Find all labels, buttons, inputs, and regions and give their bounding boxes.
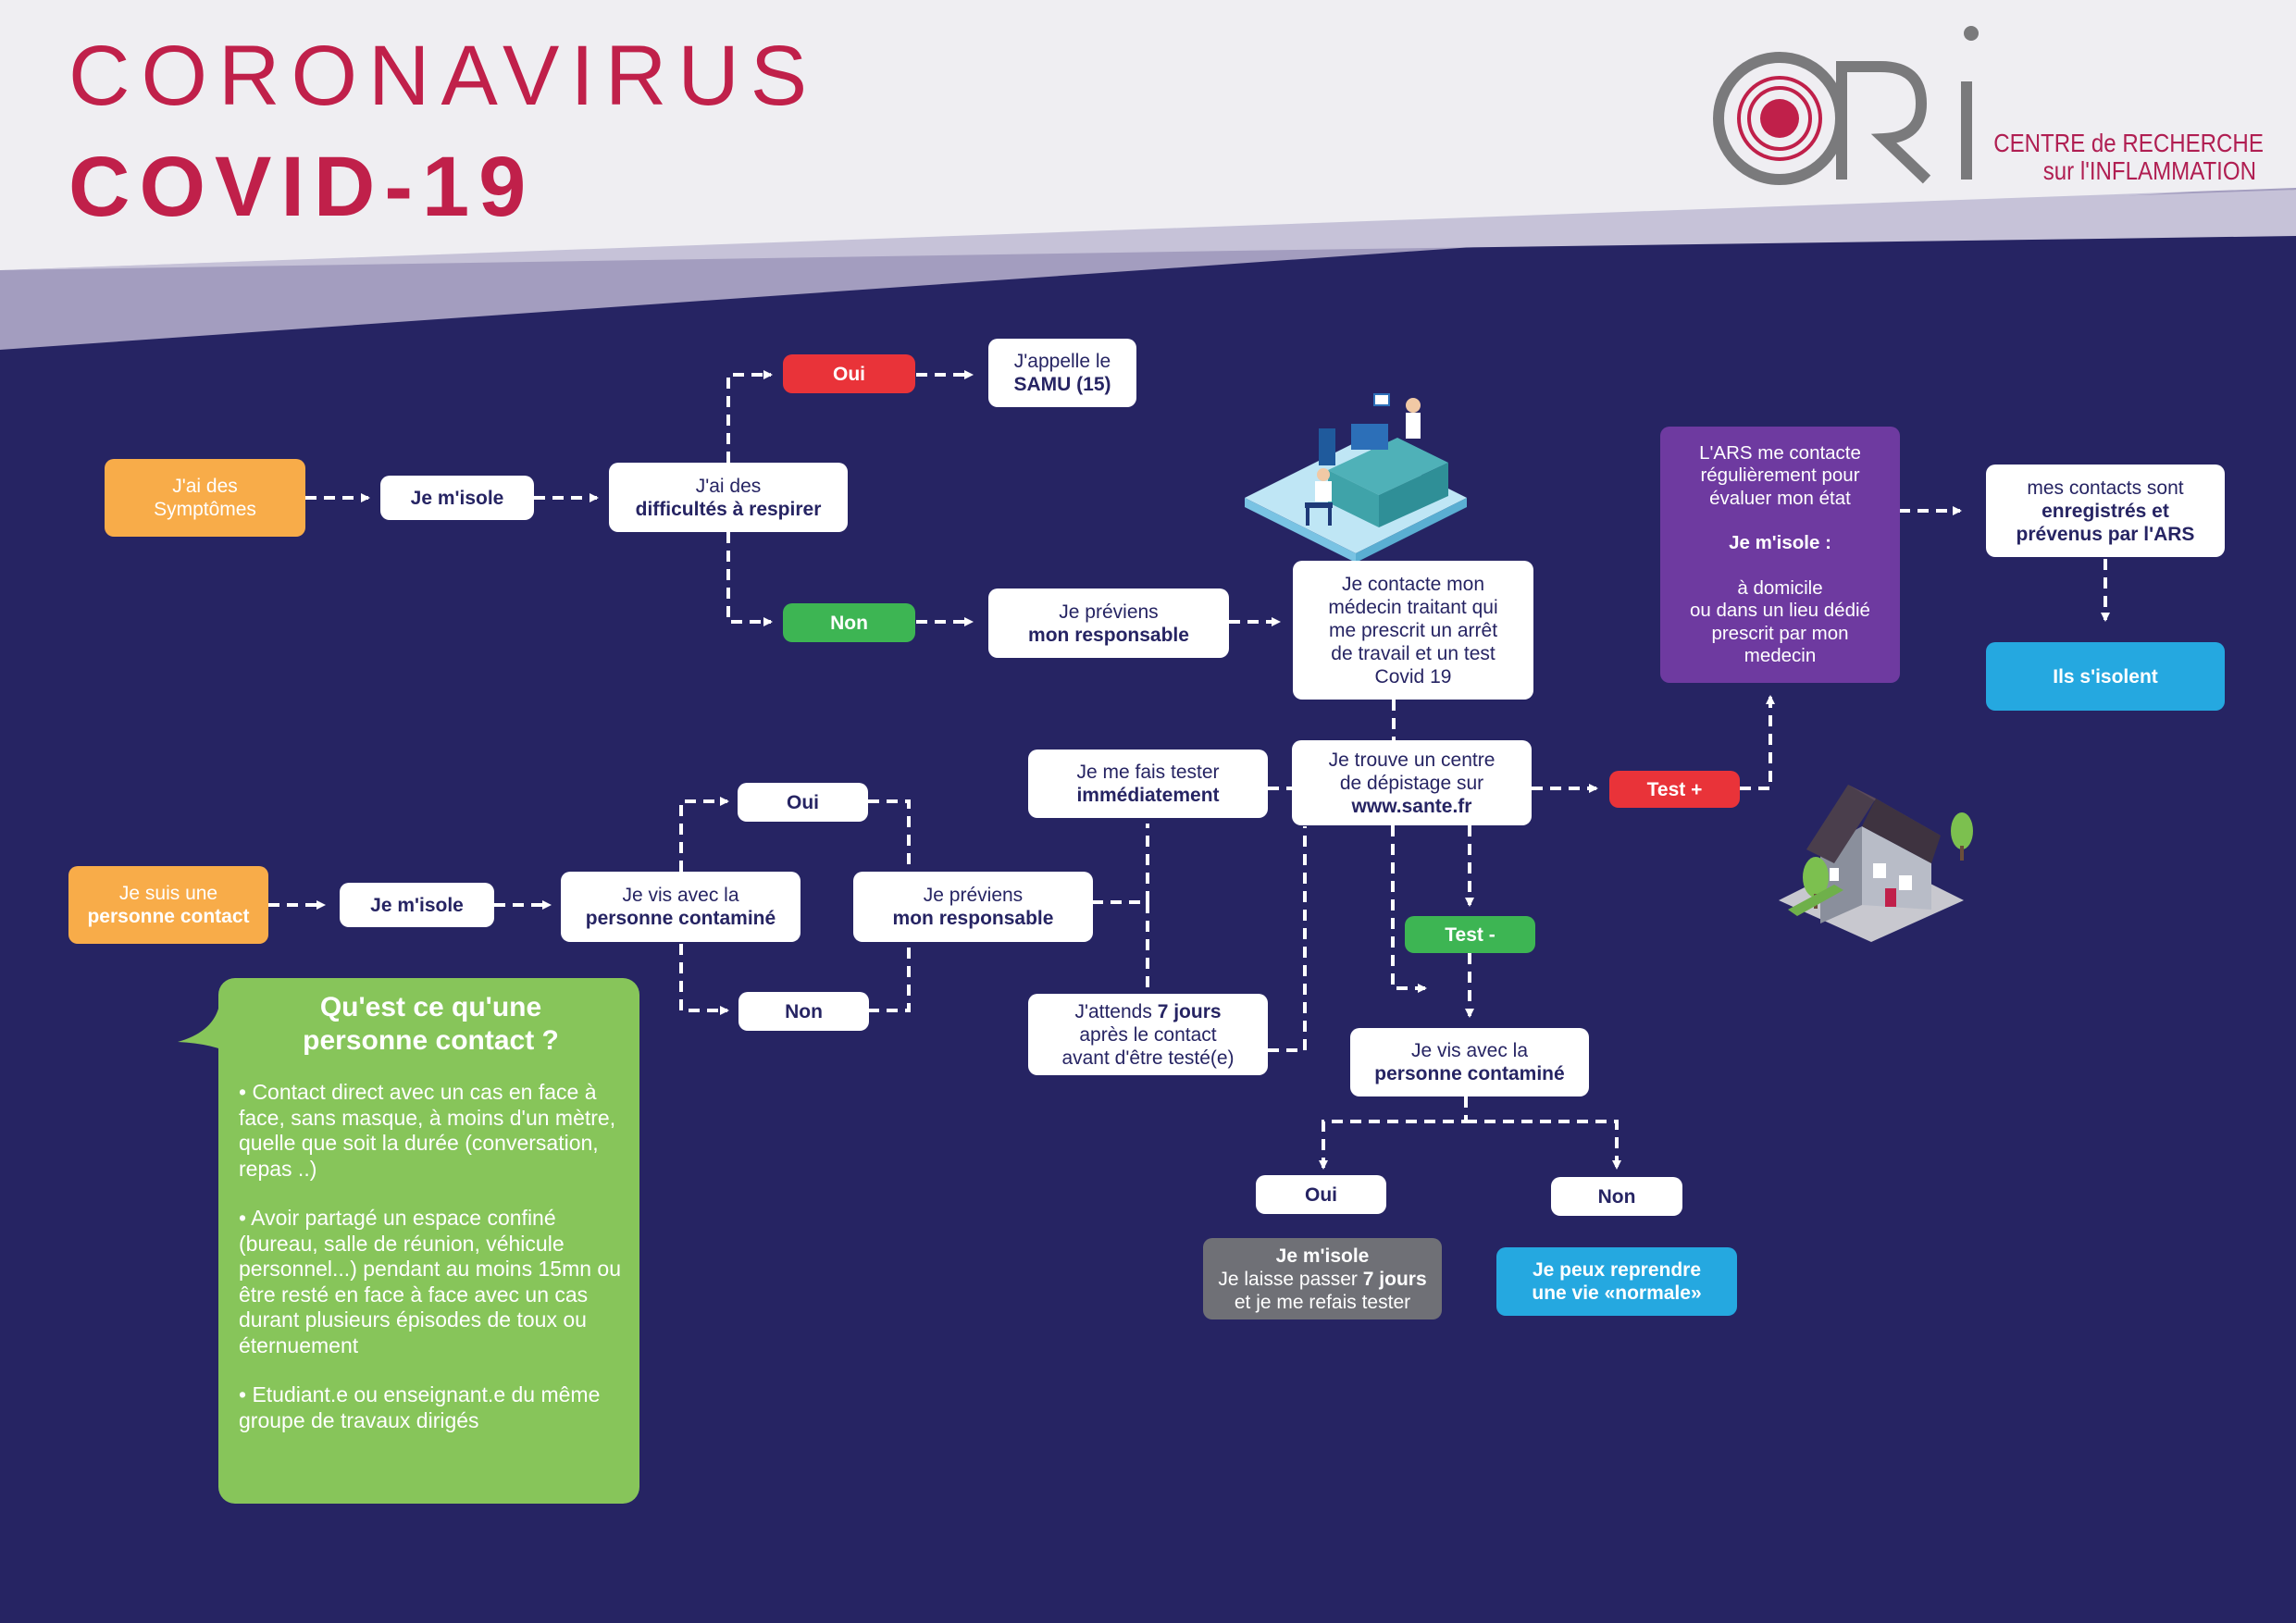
title-covid19: COVID-19 <box>68 140 536 234</box>
screening-center-box <box>1292 740 1532 825</box>
samu-line1: J'appelle le <box>1013 351 1111 372</box>
they-isolate-label: Ils s'isolent <box>2053 665 2158 688</box>
isolate-again-days: 7 jours <box>1362 1268 1427 1290</box>
doctor-line1: Je contacte mon <box>1341 573 1485 595</box>
normal-life-line1: Je peux reprendre <box>1532 1259 1702 1281</box>
live-with-box-center <box>1350 1028 1589 1096</box>
contact-info-bubble <box>218 978 639 1504</box>
notify-manager-box-top <box>988 588 1229 658</box>
contacts-registered-box <box>1986 465 2225 557</box>
breathing-yes-label: Oui <box>833 363 865 385</box>
symptoms-start-box <box>105 459 305 537</box>
test-immediately-line2: immédiatement <box>1076 785 1220 806</box>
center-yes-badge <box>1256 1175 1386 1214</box>
notify-manager-bottom-line2: mon responsable <box>892 908 1054 929</box>
doctor-office-illustration <box>1235 387 1476 572</box>
breathing-line1: J'ai des <box>695 475 762 497</box>
contact-info-title <box>239 991 623 1058</box>
test-positive-label: Test + <box>1646 778 1703 800</box>
breathing-no-label: Non <box>830 612 868 634</box>
screening-line1: Je trouve un centre <box>1328 749 1496 771</box>
center-yes-label: Oui <box>1305 1183 1337 1206</box>
doctor-line4: de travail et un test <box>1331 642 1496 664</box>
logo-text-line2: sur l'INFLAMMATION <box>2042 156 2256 185</box>
contact-info-title-line2: personne contact ? <box>303 1025 559 1056</box>
house-illustration <box>1769 775 1992 942</box>
doctor-line5: Covid 19 <box>1374 665 1452 688</box>
ars-line4: Je m'isole : <box>1729 532 1831 553</box>
notify-manager-top-line1: Je préviens <box>1059 601 1159 623</box>
screening-line2: de dépistage sur <box>1339 772 1484 794</box>
notify-manager-top-line2: mon responsable <box>1028 624 1189 646</box>
isolate-label-top: Je m'isole <box>410 487 504 509</box>
logo-text-line1: CENTRE de RECHERCHE <box>1993 129 2264 157</box>
symptoms-line1: J'ai des <box>172 476 238 497</box>
isolate-again-line2-text: Je laisse passer <box>1218 1268 1363 1290</box>
ars-line3: évaluer mon état <box>1709 487 1851 509</box>
live-with-box-left <box>561 872 800 942</box>
live-with-center-line1: Je vis avec la <box>1410 1040 1529 1061</box>
test-negative-badge <box>1405 916 1535 953</box>
isolate-again-line3: et je me refais tester <box>1234 1291 1411 1313</box>
center-no-badge <box>1551 1177 1682 1216</box>
ars-line7: prescrit par mon <box>1711 622 1849 644</box>
test-negative-label: Test - <box>1445 923 1496 946</box>
breathing-line2: difficultés à respirer <box>635 498 822 520</box>
breathing-box <box>609 463 848 532</box>
normal-life-box <box>1496 1247 1737 1316</box>
wait-line3: avant d'être testé(e) <box>1061 1047 1235 1069</box>
doctor-line2: médecin traitant qui <box>1328 596 1498 618</box>
test-immediately-line1: Je me fais tester <box>1076 762 1220 783</box>
breathing-no-badge <box>783 603 915 642</box>
ars-line5: à domicile <box>1737 576 1823 599</box>
samu-box <box>988 339 1136 407</box>
left-yes-badge <box>738 783 868 822</box>
doctor-line3: me prescrit un arrêt <box>1328 619 1498 641</box>
logo-text <box>1993 129 2264 185</box>
ars-line1: L'ARS me contacte <box>1699 441 1861 464</box>
live-with-left-line1: Je vis avec la <box>622 885 739 906</box>
wait-line1 <box>1074 1000 1221 1023</box>
screening-link: www.sante.fr <box>1351 795 1472 817</box>
wait-7-days-box <box>1028 994 1268 1075</box>
contacts-line1: mes contacts sont <box>2027 477 2184 499</box>
they-isolate-box <box>1986 642 2225 711</box>
contacts-line2: enregistrés et <box>2042 500 2169 522</box>
contact-info-item-3: • Etudiant.e ou enseignant.e du même groupe de travaux dirigés <box>239 1382 601 1432</box>
contacts-line3: prévenus par l'ARS <box>2016 523 2195 545</box>
ars-line6: ou dans un lieu dédié <box>1690 600 1870 621</box>
notify-manager-box-bottom <box>853 872 1093 942</box>
contact-info-title-line1: Qu'est ce qu'une <box>319 992 542 1022</box>
isolate-again-line1: Je m'isole <box>1275 1245 1370 1267</box>
test-positive-badge <box>1609 771 1740 808</box>
breathing-yes-badge <box>783 354 915 393</box>
ars-line8: medecin <box>1744 645 1817 666</box>
contact-info-item-2: • Avoir partagé un espace confiné (bureau, salle de réunion, véhicule personnel...) pendant au moins 15mn ou être resté en face à face avec un cas durant plusieurs épisodes de toux ou éternuement <box>239 1206 621 1357</box>
center-no-label: Non <box>1597 1185 1636 1208</box>
ars-line2: régulièrement pour <box>1700 465 1860 486</box>
wait-line2: après le contact <box>1079 1023 1217 1046</box>
left-yes-label: Oui <box>787 791 819 813</box>
isolate-again-line2 <box>1218 1268 1426 1291</box>
live-with-left-line2: personne contaminé <box>585 908 776 929</box>
notify-manager-bottom-line1: Je préviens <box>923 885 1024 906</box>
doctor-box <box>1293 561 1533 700</box>
isolate-label-bottom: Je m'isole <box>370 894 464 916</box>
wait-line1-text: J'attends <box>1074 1000 1158 1022</box>
symptoms-line2: Symptômes <box>154 499 256 520</box>
left-no-label: Non <box>785 1000 823 1022</box>
isolate-again-box <box>1203 1238 1442 1319</box>
contact-person-line1: Je suis une <box>118 883 218 904</box>
isolate-box-bottom <box>340 883 494 927</box>
isolate-box-top <box>380 476 534 520</box>
samu-line2: SAMU (15) <box>1013 374 1111 395</box>
live-with-center-line2: personne contaminé <box>1374 1063 1565 1084</box>
ars-box <box>1660 427 1900 683</box>
wait-days: 7 jours <box>1157 1000 1222 1022</box>
title-coronavirus: CORONAVIRUS <box>68 29 819 123</box>
contact-person-line2: personne contact <box>87 906 250 927</box>
normal-life-line2: une vie «normale» <box>1532 1282 1702 1304</box>
contact-info-item-1: • Contact direct avec un cas en face à face, sans masque, à moins d'un mètre, quelle que soit la durée (conversation, repas ..) <box>239 1080 616 1181</box>
contact-person-start-box <box>68 866 268 944</box>
left-no-badge <box>738 992 869 1031</box>
test-immediately-box <box>1028 750 1268 818</box>
